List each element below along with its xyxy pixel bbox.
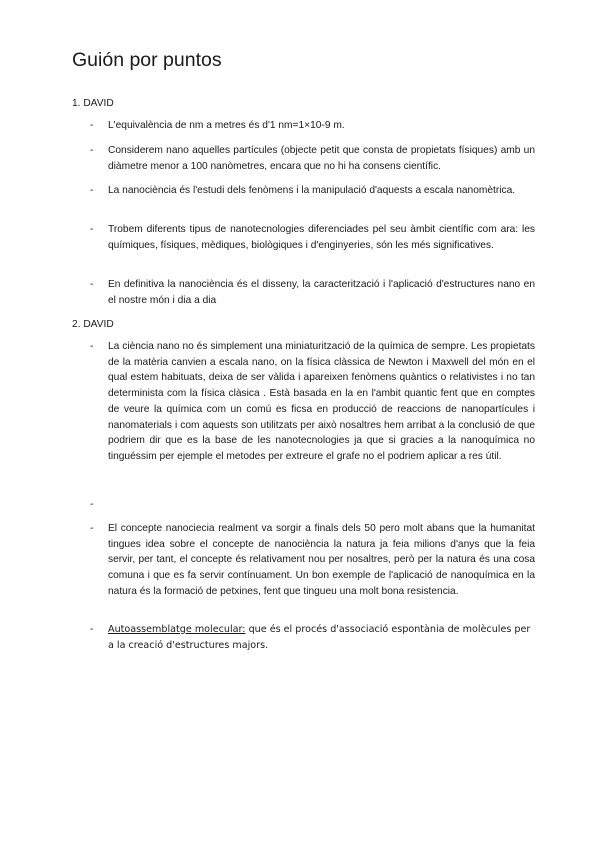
- bullet-dash: -: [90, 145, 94, 156]
- list-item-text: [108, 622, 535, 654]
- bullet-dash: -: [90, 224, 94, 235]
- bullet-dash: -: [90, 120, 94, 131]
- list-item-text: La nanociència és l'estudi dels fenòmens i la manipulació d'aquests a escala nanomètrica.: [108, 185, 516, 196]
- section-heading-1: 1. DAVID: [72, 98, 114, 109]
- list-item-text: Considerem nano aquelles partícules (objecte petit que consta de propietats físiques) amb un diàmetre menor a 100 nanòmetres, encara que no hi ha consens científic.: [108, 145, 535, 172]
- bullet-dash: -: [90, 624, 94, 635]
- bullet-dash: -: [90, 279, 94, 290]
- bullet-dash: -: [90, 499, 94, 510]
- list-item-text: En definitiva la nanociència és el disseny, la caracterització i l'aplicació d'estructures nano en el nostre món i dia a dia: [108, 279, 535, 306]
- bullet-dash: -: [90, 341, 94, 352]
- term-underlined: Autoassemblatge molecular:: [108, 624, 246, 635]
- bullet-dash: -: [90, 523, 94, 534]
- bullet-dash: -: [90, 185, 94, 196]
- page-title: Guión por puntos: [72, 49, 222, 71]
- section-heading-2: 2. DAVID: [72, 319, 114, 330]
- list-item-text: Trobem diferents tipus de nanotecnologies diferenciades pel seu àmbit científic com ara: les químiques, físiques, mèdiques, biològiques i d'enginyeries, són les més significatives.: [108, 224, 535, 251]
- list-item-text: L'equivalència de nm a metres és d'1 nm=1×10-9 m.: [108, 120, 345, 131]
- list-item-text: El concepte nanociecia realment va sorgir a finals dels 50 pero molt abans que la humanitat tingues idea sobre el concepte de nanociència la natura ja feia milions d'anys que la feia servir, per tant, el concepte és relativament nou per nosaltres, però per la natura és una cosa comuna i que es fa servir contínuament. Un bon exemple de l'aplicació de nanoquímica en la natura és la formació de petxines, fent que tingueu una molt bona resistencia.: [108, 523, 535, 597]
- list-item-text: La ciència nano no és simplement una miniaturització de la química de sempre. Les propietats de la matèria canvien a escala nano, on la física clàssica de Newton i Maxwell del món en el qual estem habituats, deixa de ser vàlida i apareixen fenòmens quàntics o relativistes i no tan determinista com la física clàsica . Està basada en la en l'ambit quantic fent que en comptes de veure la química com un comú es ficsa en producció de reaccions de nanopartícules i nanomaterials i com aquests son utilitzats per això nosaltres hem arribat a la conclusió de que podriem dir que es la base de les nanotecnologies ja que si gracies a la nanoquímica no tinguéssim per ejemple el metodes per extreure el grafe no el podriem aplicar a res útil.: [108, 341, 535, 462]
- term-definition: que és el procés d'associació espontània de molècules per a la creació d'estructures majors.: [108, 624, 531, 651]
